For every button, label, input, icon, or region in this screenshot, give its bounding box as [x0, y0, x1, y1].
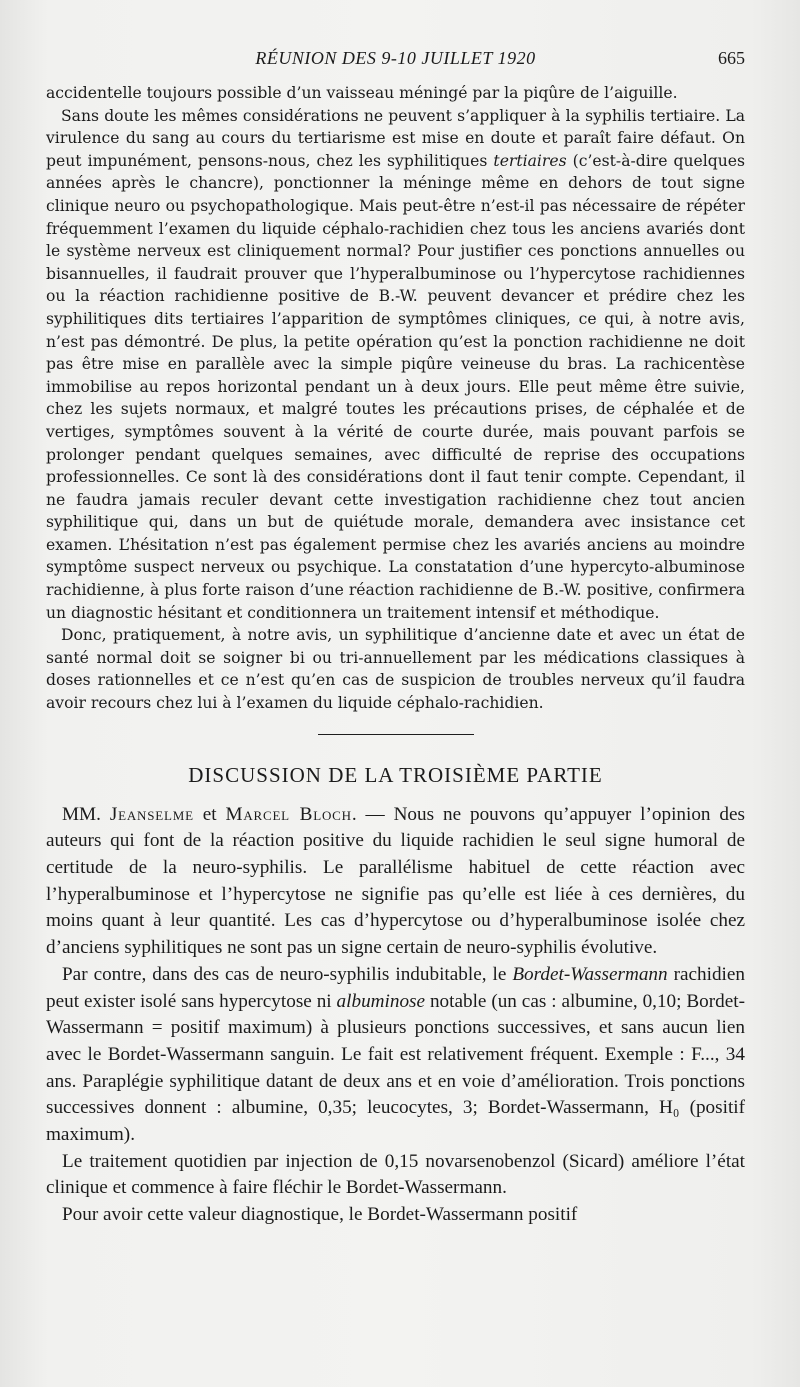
running-head [46, 48, 745, 72]
running-title: RÉUNION DES 9-10 JUILLET 1920 [255, 48, 536, 68]
paragraph-discussion-intro [46, 802, 745, 962]
text-run: Sans doute les mêmes considérations ne peuvent s’appliquer à la syphilis tertiaire. La virulence du sang au cours du tertiarisme est mise en doute et paraît faire défaut. On peut impunément, pensons-nous, chez les syphilitiques [46, 106, 745, 170]
emphasis-tertiaires: tertiaires [493, 151, 567, 170]
text-run: . — Nous ne pouvons qu’appuyer l’opinion des auteurs qui font de la réaction positive du liquide rachidien le seul signe humoral de certitude de la neuro-syphilis. Le parallélisme habituel de cette réaction avec l’hyperalbuminose et l’hypercytose ne signifie pas qu’elle est liée à ces dernières, du moins quant à leur quantité. Les cas d’hypercytose ou d’hyperalbuminose isolée chez d’anciens syphilitiques ne sont pas un signe certain de neuro-syphilis évolutive. [46, 803, 745, 959]
body-text [46, 82, 745, 1229]
page-number: 665 [718, 48, 745, 68]
paragraph-conclusion: Donc, pratiquement, à notre avis, un syphilitique d’ancienne date et avec un état de santé normal doit se soigner bi ou tri-annuellement par les médications classiques à doses rationnelles et ce n’est qu’en cas de suspicion de troubles nerveux qu’il faudra avoir recours chez lui à l’examen du liquide céphalo-rachidien. [46, 626, 745, 713]
text-run: rachidien peut exister isolé sans hypercytose ni [46, 963, 745, 1012]
text-run: Par contre, dans des cas de neuro-syphilis indubitable, le [62, 963, 513, 985]
paragraph-diagnostic-value: Pour avoir cette valeur diagnostique, le Bordet-Wassermann positif [62, 1204, 578, 1226]
discussion-text [46, 802, 745, 1229]
text-run: notable (un cas : albumine, 0,10; Bordet-Wassermann = positif maximum) à plusieurs ponctions successives, et sans aucun lien avec le Bordet-Wassermann sanguin. Le fait est relativement fréquent. Exemple : F..., 34 ans. Paraplégie syphilitique datant de deux ans et en voie d’amélioration. Trois ponctions successives donnent : albumine, 0,35; leucocytes, 3; Bordet-Wassermann, H₀ (positif maximum). [46, 990, 745, 1146]
section-heading: DISCUSSION DE LA TROISIÈME PARTIE [188, 762, 603, 787]
previous-section-text [46, 82, 745, 715]
emphasis-bordet-wassermann: Bordet-Wassermann [512, 963, 668, 985]
text-run: MM. [62, 803, 110, 825]
text-run: (c’est-à-dire quelques années après le chancre), ponctionner la méninge même en dehors de tout signe clinique neuro ou psychopathologique. Mais peut-être n’est-il pas nécessaire de répéter fréquemment l’examen du liquide céphalo-rachidien chez tous les anciens avariés dont le système nerveux est cliniquement normal? Pour justifier ces ponctions annuelles ou bisannuelles, il faudrait prouver que l’hyperalbuminose ou l’hypercytose rachidiennes ou la réaction rachidienne positive de B.-W. peuvent devancer et prédire chez les syphilitiques dits tertiaires l’apparition de symptômes cliniques, ce qui, à notre avis, n’est pas démontré. De plus, la petite opération qu’est la ponction rachidienne ne doit pas être mise en parallèle avec la simple piqûre veineuse du bras. La rachicentèse immobilise au repos horizontal pendant un à deux jours. Elle peut même être suivie, chez les sujets normaux, et malgré toutes les précautions prises, de céphalée et de vertiges, symptômes souvent à la vérité de courte durée, mais pouvant parfois se prolonger pendant quelques semaines, avec difficulté de reprise des occupations professionnelles. Ce sont là des considérations dont il faut tenir compte. Cependant, il ne faudra jamais reculer devant cette investigation rachidienne chez tout ancien syphilitique qui, dans un but de quiétude morale, demandera avec insistance cet examen. L’hésitation n’est pas également permise chez les avariés anciens au moindre symptôme suspect nerveux ou psychique. La constatation d’une hypercyto-albuminose rachidienne, à plus forte raison d’une réaction rachidienne de B.-W. positive, confirmera un diagnostic hésitant et conditionnera un traitement intensif et méthodique. [46, 151, 745, 622]
paragraph-continued: accidentelle toujours possible d’un vaisseau méningé par la piqûre de l’aiguille. [46, 84, 678, 102]
paragraph-bordet-wassermann [46, 962, 745, 1149]
text-run: et [193, 803, 226, 825]
paragraph-tertiary-syphilis [46, 105, 745, 625]
section-divider [318, 734, 474, 735]
emphasis-albuminose: albuminose [336, 990, 426, 1012]
paragraph-treatment: Le traitement quotidien par injection de 0,15 novarsenobenzol (Sicard) améliore l’état clinique et commence à faire fléchir le Bordet-Wassermann. [46, 1150, 745, 1199]
author-jeanselme: Jeanselme [109, 803, 194, 825]
author-marcel-bloch: Marcel Bloch [225, 803, 352, 825]
